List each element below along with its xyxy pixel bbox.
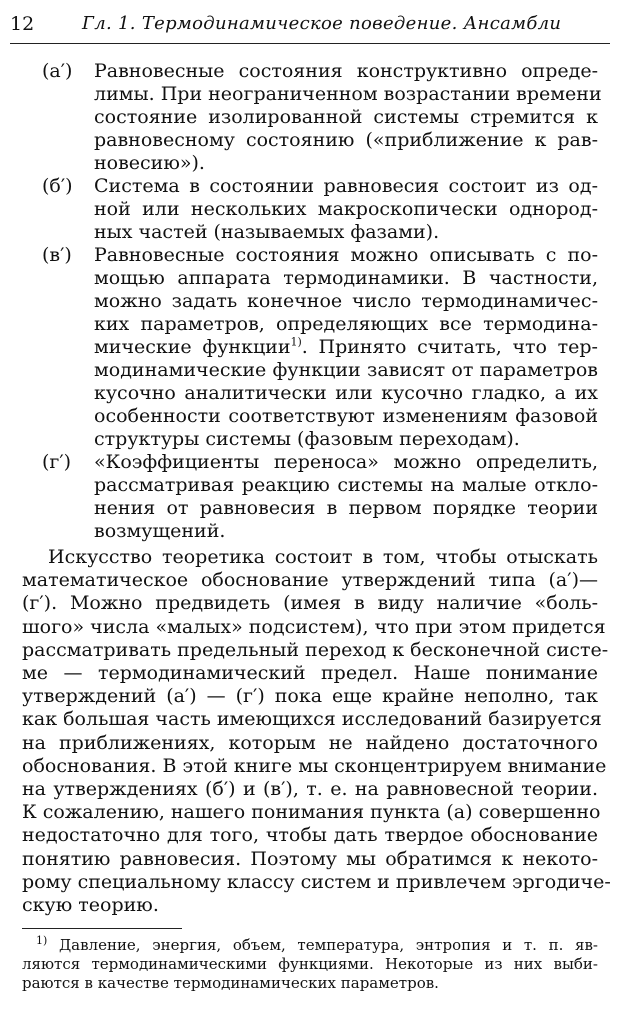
text-line: недостаточно для того, чтобы дать твердое обоснование — [22, 824, 598, 847]
running-head: Гл. 1. Термодинамическое поведение. Ансамбли — [82, 13, 562, 34]
list-item-a — [0, 60, 620, 175]
text-line: Равновесные состояния конструктивно опреде- — [94, 60, 598, 82]
list-item-b — [0, 175, 620, 244]
text-line: ной или нескольких макроскопически однород- — [94, 198, 598, 220]
text-line: К сожалению, нашего понимания пункта (а) совершенно — [22, 801, 601, 824]
text-line: можно задать конечное число термодинамичес- — [94, 290, 598, 312]
item-label: (г′) — [42, 451, 72, 473]
text-line: мощью аппарата термодинамики. В частности, — [94, 267, 598, 289]
text-line: ких параметров, определяющих все термодина- — [94, 313, 598, 335]
text-line: на утверждениях (б′) и (в′), т. е. на равновесной теории. — [22, 778, 598, 801]
item-text — [94, 451, 598, 543]
text-line: рассматривая реакцию системы на малые откло- — [94, 474, 598, 496]
text-line: скую теорию. — [22, 894, 159, 917]
footnote-rule — [22, 928, 182, 929]
text-line: ме — термодинамический предел. Наше понимание — [22, 662, 598, 685]
text-line: рому специальному классу систем и привлечем эргодиче- — [22, 870, 611, 893]
text-line: как большая часть имеющихся исследований базируется — [22, 708, 602, 731]
text-line: математическое обоснование утверждений типа (а′)— — [22, 569, 598, 592]
text-line: (г′). Можно предвидеть (имея в виду наличие «боль- — [22, 592, 598, 615]
text-line: шого» числа «малых» подсистем), что при этом придется — [22, 615, 606, 638]
text-line: утверждений (а′) — (г′) пока еще крайне неполно, так — [22, 685, 598, 708]
text-line: возмущений. — [94, 520, 226, 542]
footnote-marker: 1) — [36, 934, 48, 947]
footnote-reference: 1) — [290, 335, 302, 349]
text-line: новесию»). — [94, 152, 205, 174]
page-number: 12 — [10, 13, 35, 35]
text-line: Система в состоянии равновесия состоит из од- — [94, 175, 598, 197]
body-paragraph — [22, 546, 611, 917]
text-line: кусочно аналитически или кусочно гладко, а их — [94, 382, 598, 404]
item-text — [94, 175, 598, 244]
text-fragment: мические функции — [94, 336, 291, 358]
footnote — [22, 936, 598, 993]
list-item-c — [0, 244, 620, 451]
page-header — [10, 12, 610, 42]
text-line: «Коэффициенты переноса» можно определить, — [94, 451, 598, 473]
text-line: на приближениях, которым не найдено достаточного — [22, 731, 598, 754]
footnote-line — [22, 936, 598, 955]
text-line: понятию равновесия. Поэтому мы обратимся к некото- — [22, 847, 598, 870]
item-label: (в′) — [42, 244, 72, 266]
item-label: (а′) — [42, 60, 73, 82]
text-line-with-footnote — [94, 336, 598, 359]
text-line: Равновесные состояния можно описывать с по- — [94, 244, 598, 266]
text-line: структуры системы (фазовым переходам). — [94, 428, 520, 450]
item-text — [94, 244, 598, 451]
text-line: ных частей (называемых фазами). — [94, 221, 440, 243]
item-text — [94, 60, 602, 175]
text-line: Искусство теоретика состоит в том, чтобы отыскать — [48, 546, 598, 568]
footnote-line: раются в качестве термодинамических параметров. — [22, 974, 439, 992]
item-label: (б′) — [42, 175, 73, 197]
text-line: модинамические функции зависят от параметров — [94, 359, 598, 381]
list-item-d — [0, 451, 620, 543]
footnote-line: ляются термодинамическими функциями. Некоторые из них выби- — [22, 955, 598, 973]
text-fragment: . Принято считать, что тер- — [301, 336, 598, 358]
text-line: равновесному состоянию («приближение к рав- — [94, 129, 598, 151]
text-line: состояние изолированной системы стремится к — [94, 106, 598, 128]
text-fragment: Давление, энергия, объем, температура, энтропия и т. п. яв- — [47, 936, 598, 954]
text-line: особенности соответствуют изменениям фазовой — [94, 405, 598, 427]
text-line: обоснования. В этой книге мы сконцентрируем внимание — [22, 754, 607, 777]
text-line: лимы. При неограниченном возрастании времени — [94, 83, 602, 105]
text-line: нения от равновесия в первом порядке теории — [94, 497, 598, 519]
statement-list — [0, 60, 620, 543]
header-rule — [10, 43, 610, 44]
text-line: рассматривать предельный переход к бесконечной систе- — [22, 638, 609, 661]
